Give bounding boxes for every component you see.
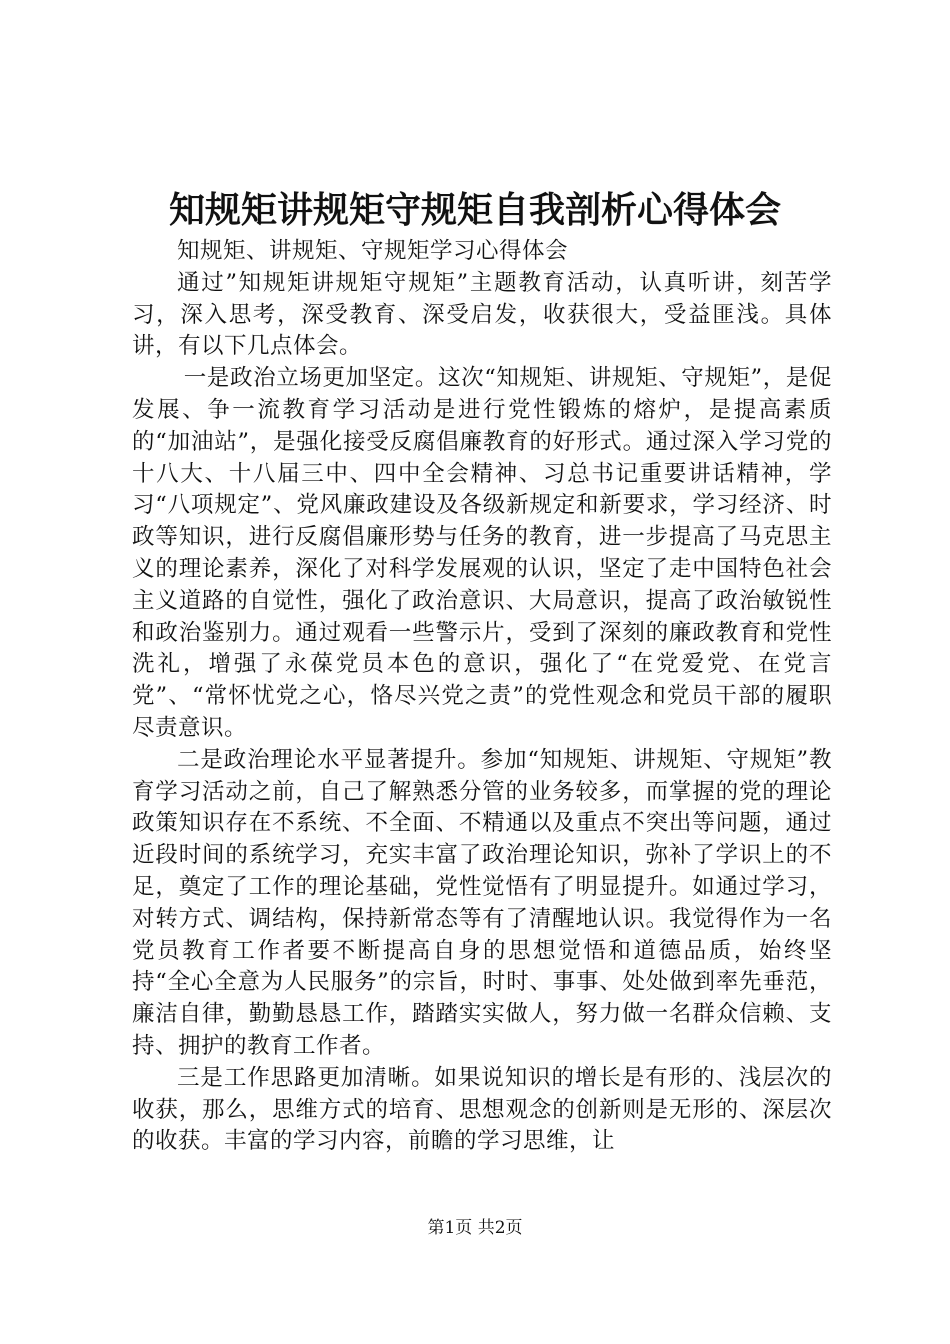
paragraph-point-three: 三是工作思路更加清晰。如果说知识的增长是有形的、浅层次的收获，那么，思维方式的培育、思想观念的创新则是无形的、深层次的收获。丰富的学习内容，前瞻的学习思维，让 <box>132 1064 832 1155</box>
document-body <box>132 236 832 1158</box>
paragraph-point-one: 一是政治立场更加坚定。这次“知规矩、讲规矩、守规矩”，是促发展、争一流教育学习活动是进行党性锻炼的熔炉，是提高素质的“加油站”，是强化接受反腐倡廉教育的好形式。通过深入学习党的十八大、十八届三中、四中全会精神、习总书记重要讲话精神，学习“八项规定”、党风廉政建设及各级新规定和新要求，学习经济、时政等知识，进行反腐倡廉形势与任务的教育，进一步提高了马克思主义的理论素养，深化了对科学发展观的认识，坚定了走中国特色社会主义道路的自觉性，强化了政治意识、大局意识，提高了政治敏锐性和政治鉴别力。通过观看一些警示片，受到了深刻的廉政教育和党性洗礼，增强了永葆党员本色的意识，强化了“在党爱党、在党言党”、“常怀忧党之心，恪尽兴党之责”的党性观念和党员干部的履职尽责意识。 <box>132 365 832 741</box>
paragraph-point-two: 二是政治理论水平显著提升。参加“知规矩、讲规矩、守规矩”教育学习活动之前，自己了解熟悉分管的业务较多，而掌握的党的理论政策知识存在不系统、不全面、不精通以及重点不突出等问题，通过近段时间的系统学习，充实丰富了政治理论知识，弥补了学识上的不足，奠定了工作的理论基础，党性觉悟有了明显提升。如通过学习，对转方式、调结构，保持新常态等有了清醒地认识。我觉得作为一名党员教育工作者要不断提高自身的思想觉悟和道德品质，始终坚持“全心全意为人民服务”的宗旨，时时、事事、处处做到率先垂范，廉洁自律，勤勤恳恳工作，踏踏实实做人，努力做一名群众信赖、支持、拥护的教育工作者。 <box>132 746 832 1059</box>
page-number-footer: 第1页 共2页 <box>427 1218 523 1238</box>
document-subtitle: 知规矩、讲规矩、守规矩学习心得体会 <box>177 238 569 264</box>
document-title: 知规矩讲规矩守规矩自我剖析心得体会 <box>168 189 781 231</box>
paragraph-intro: 通过”知规矩讲规矩守规矩”主题教育活动，认真听讲，刻苦学习，深入思考，深受教育、深受启发，收获很大，受益匪浅。具体讲，有以下几点体会。 <box>132 269 832 360</box>
